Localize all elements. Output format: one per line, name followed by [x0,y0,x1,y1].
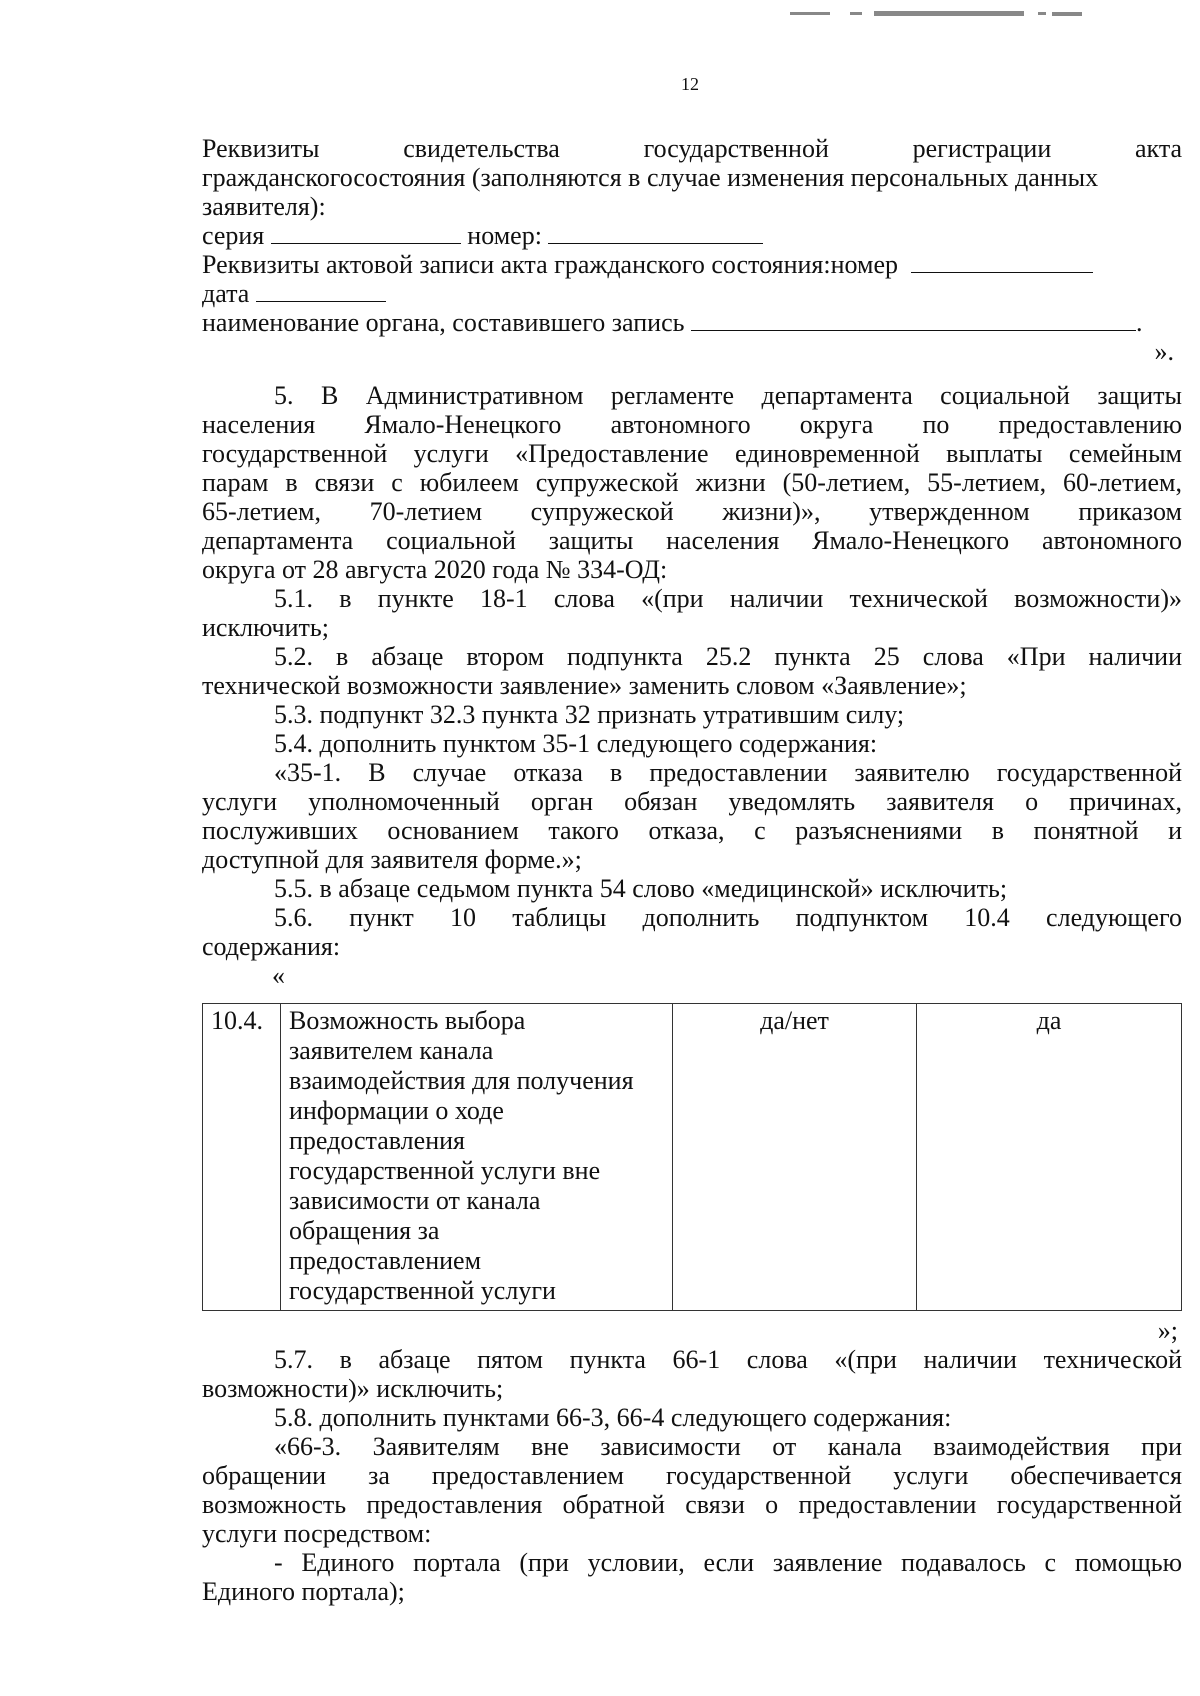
item-5-1-cont: исключить; [202,613,329,642]
item-5-4: 5.4. дополнить пунктом 35-1 следующего содержания: [274,729,878,758]
organ-label: наименование органа, составившего запись [202,308,685,337]
item-66-3: «66-3. Заявителям вне зависимости от канала взаимодействия при [274,1432,1182,1461]
para5-line: парам в связи с юбилеем супружеской жизни (50-летием, 55-летием, 60-летием, [202,468,1182,497]
series-number-line [202,221,1182,250]
date-label: дата [202,279,250,308]
organ-blank [691,308,1136,331]
requisites-line-2: гражданскогосостояния (заполняются в случае изменения персональных данных [202,163,1099,192]
item-35-1-cont: услуги уполномоченный орган обязан уведомлять заявителя о причинах, [202,787,1182,816]
item-5-5: 5.5. в абзаце седьмом пункта 54 слово «медицинской» исключить; [274,874,1008,903]
item-5-1: 5.1. в пункте 18-1 слова «(при наличии технической возможности)» [274,584,1182,613]
act-record-label: Реквизиты актовой записи акта гражданского состояния:номер [202,250,899,279]
para5-line: населения Ямало-Ненецкого автономного округа по предоставлению [202,410,1182,439]
row-unit: да/нет [673,1004,917,1311]
item-5-2-cont: технической возможности заявление» заменить словом «Заявление»; [202,671,967,700]
item-35-1-cont: послуживших основанием такого отказа, с разъяснениями в понятной и [202,816,1182,845]
requisites-block [202,134,1182,366]
item-35-1: «35-1. В случае отказа в предоставлении заявителю государственной [274,758,1182,787]
item-66-3-cont: услуги посредством: [202,1519,432,1548]
date-line [202,279,1182,308]
row-number: 10.4. [203,1004,281,1311]
item-5-7-cont: возможности)» исключить; [202,1374,504,1403]
paragraph-after-table [202,1316,1182,1606]
row-value: да [917,1004,1182,1311]
scan-edge-mark [790,10,1090,18]
page-number: 12 [681,74,699,94]
item-35-1-cont: доступной для заявителя форме.»; [202,845,582,874]
para5-line: департамента социальной защиты населения Ямало-Ненецкого автономного [202,526,1182,555]
item-5-2: 5.2. в абзаце втором подпункта 25.2 пункта 25 слова «При наличии [274,642,1182,671]
number-label: номер: [467,221,542,250]
table-row [203,1004,1182,1311]
act-number-blank [911,250,1093,273]
series-label: серия [202,221,265,250]
amendment-table [202,1003,1182,1311]
series-blank [271,221,461,244]
item-5-7: 5.7. в абзаце пятом пункта 66-1 слова «(при наличии технической [274,1345,1182,1374]
paragraph-5 [202,381,1182,987]
item-5-6-cont: содержания: [202,932,341,961]
item-5-3: 5.3. подпункт 32.3 пункта 32 признать утратившим силу; [274,700,905,729]
item-portal-cont: Единого портала); [202,1577,405,1606]
row-description: Возможность выбора заявителем канала взаимодействия для получения информации о ходе предоставления государственной услуги вне зависимости от канала обращения за предоставлением государственной услуги [281,1004,673,1311]
requisites-line-1: Реквизиты свидетельства государственной регистрации акта [202,134,1182,163]
requisites-line-3: заявителя): [202,192,326,221]
para5-line: 5. В Административном регламенте департамента социальной защиты [274,381,1182,410]
item-66-3-cont: обращении за предоставлением государственной услуги обеспечивается [202,1461,1182,1490]
item-66-3-cont: возможность предоставления обратной связи о предоставлении государственной [202,1490,1182,1519]
table-open-quote: « [272,961,285,987]
para5-line: государственной услуги «Предоставление единовременной выплаты семейным [202,439,1182,468]
table-close-quote: »; [1157,1316,1178,1345]
item-5-8: 5.8. дополнить пунктами 66-3, 66-4 следующего содержания: [274,1403,952,1432]
closing-quote: ». [1154,337,1174,366]
organ-line: наименование органа, составившего запись . [202,308,1143,337]
para5-line: 65-летием, 70-летием супружеской жизни)», утвержденном приказом [202,497,1182,526]
item-5-6: 5.6. пункт 10 таблицы дополнить подпунктом 10.4 следующего [274,903,1182,932]
date-blank [256,279,386,302]
item-portal: - Единого портала (при условии, если заявление подавалось с помощью [274,1548,1182,1577]
act-record-line [202,250,1182,279]
para5-line: округа от 28 августа 2020 года № 334-ОД: [202,555,668,584]
number-blank [548,221,763,244]
